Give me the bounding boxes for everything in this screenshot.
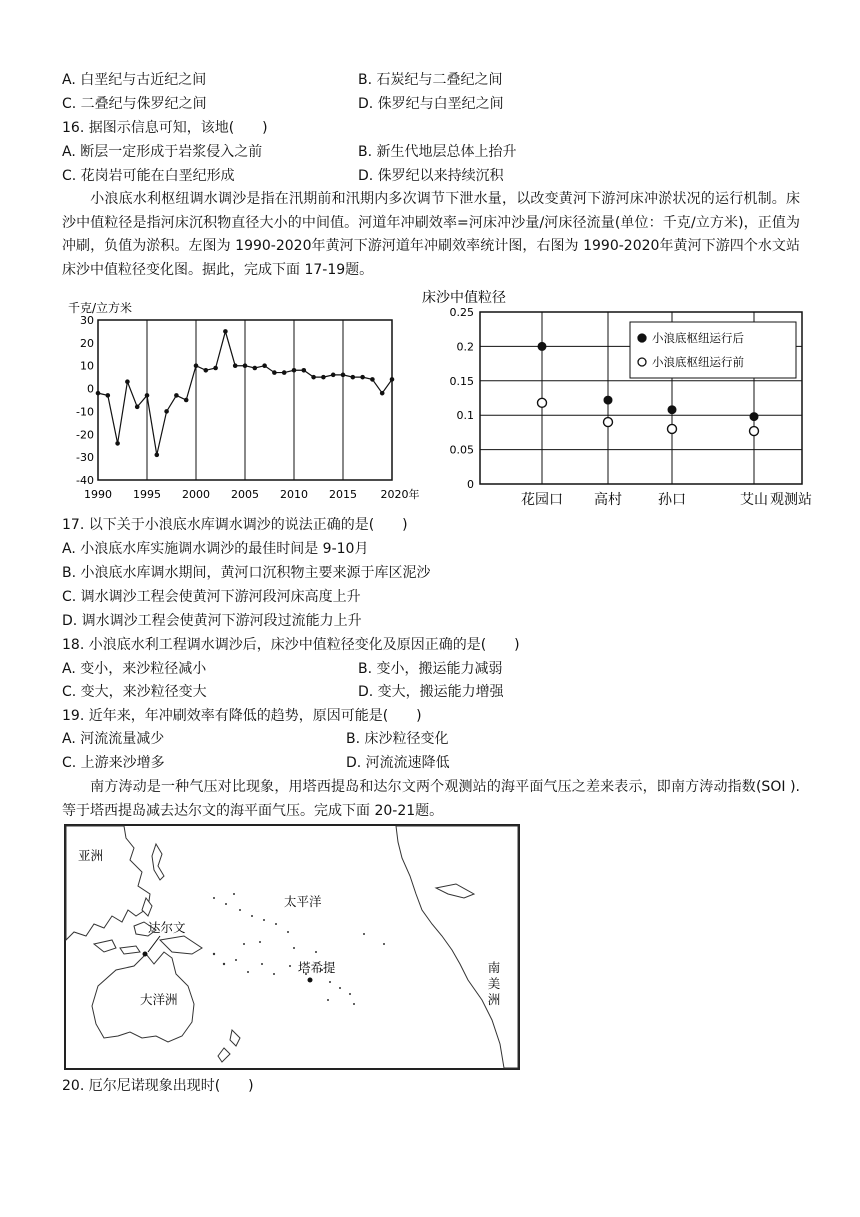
data-point: [272, 370, 277, 375]
passage-southern-oscillation: [62, 776, 800, 823]
passage-xiaolangdi: [62, 188, 800, 282]
data-point: [164, 409, 169, 414]
median-grain-size-chart: [418, 286, 818, 512]
q19-option-d: D. 河流流速降低: [346, 755, 450, 771]
y-tick-label: 0: [87, 382, 94, 396]
data-point: [370, 377, 375, 382]
data-point: [360, 375, 365, 380]
x-tick-label: 1990: [84, 488, 112, 501]
q17-option-c: C. 调水调沙工程会使黄河下游河段河床高度上升: [62, 589, 361, 605]
y-tick-label: -10: [76, 405, 94, 419]
q19-option-b: B. 床沙粒径变化: [346, 731, 449, 747]
data-point: [174, 393, 179, 398]
legend-label: 小浪底枢纽运行后: [652, 331, 744, 345]
data-point: [341, 373, 346, 378]
data-point: [213, 366, 218, 371]
q15-option-c: C. 二叠纪与侏罗纪之间: [62, 96, 207, 112]
y-axis-unit-label: 千克/立方米: [68, 301, 133, 315]
x-axis-suffix: 观测站: [770, 492, 812, 508]
data-point: [351, 375, 356, 380]
q16-option-c: C. 花岗岩可能在白垩纪形成: [62, 168, 235, 184]
legend-marker: [638, 334, 646, 342]
x-tick-label: 2010: [280, 488, 308, 501]
data-point: [321, 375, 326, 380]
passage-xiaolangdi-text: 小浪底水利枢纽调水调沙是指在汛期前和汛期内多次调节下泄水量，以改变黄河下游河床冲淤状况的运行机制。床沙中值粒径是指河床沉积物直径大小的中间值。河道年冲刷效率=河床冲沙量/河床径流量(单位：千克/立方米)，正值为冲刷，负值为淤积。左图为 1990-2020年黄河下游河道年冲刷效率统计图，右图为 1990-2020年黄河下游四个水文站床沙中值粒径变化图。据此，完成下面 17-19题。: [62, 191, 800, 278]
y-tick-label: -40: [76, 474, 94, 487]
data-point: [223, 329, 228, 334]
data-point: [668, 406, 676, 414]
y-tick-label: -30: [76, 451, 94, 465]
pacific-map: [64, 824, 520, 1070]
q18-stem: 18. 小浪底水利工程调水调沙后，床沙中值粒径变化及原因正确的是( ): [62, 637, 520, 653]
q16-option-d: D. 侏罗纪以来持续沉积: [358, 168, 504, 184]
map-label-south-america-3: 洲: [487, 992, 501, 1007]
data-point: [243, 363, 248, 368]
map-label-darwin: 达尔文: [148, 920, 186, 935]
x-category-label: 孙口: [658, 492, 686, 508]
data-point: [253, 366, 258, 371]
q15-option-b: B. 石炭纪与二叠纪之间: [358, 72, 503, 88]
data-point: [96, 391, 101, 396]
data-point: [125, 379, 130, 384]
q19-stem: 19. 近年来，年冲刷效率有降低的趋势，原因可能是( ): [62, 708, 422, 724]
data-point: [262, 363, 267, 368]
x-category-label: 高村: [594, 492, 622, 508]
data-point: [184, 398, 189, 403]
data-point: [311, 375, 316, 380]
q20-stem: 20. 厄尔尼诺现象出现时( ): [62, 1078, 254, 1094]
x-category-label: 艾山: [740, 492, 768, 508]
q16-stem: 16. 据图示信息可知，该地( ): [62, 120, 268, 136]
y-tick-label: 30: [80, 314, 94, 327]
data-point: [155, 453, 160, 458]
data-point: [750, 427, 759, 436]
data-point: [380, 391, 385, 396]
y-tick-label: 0: [467, 478, 474, 491]
x-tick-label: 2020年: [380, 488, 420, 501]
map-label-oceania: 大洋洲: [140, 992, 178, 1007]
data-point: [538, 343, 546, 351]
q18-option-d: D. 变大，搬运能力增强: [358, 684, 504, 700]
data-point: [302, 368, 307, 373]
data-point: [604, 418, 613, 427]
q18-option-c: C. 变大，来沙粒径变大: [62, 684, 207, 700]
data-point: [292, 368, 297, 373]
y-tick-label: 0.25: [449, 306, 474, 319]
data-point: [194, 363, 199, 368]
x-tick-label: 1995: [133, 488, 161, 501]
tahiti-marker: [308, 978, 313, 983]
chart-title: 床沙中值粒径: [422, 290, 506, 306]
x-category-label: 花园口: [521, 492, 563, 508]
y-tick-label: -20: [76, 428, 94, 442]
legend-label: 小浪底枢纽运行前: [652, 355, 744, 369]
map-label-south-america-2: 美: [487, 976, 501, 991]
q17-option-b: B. 小浪底水库调水期间，黄河口沉积物主要来源于库区泥沙: [62, 565, 431, 581]
legend-marker: [638, 358, 646, 366]
passage-southern-oscillation-text: 南方涛动是一种气压对比现象，用塔西提岛和达尔文两个观测站的海平面气压之差来表示，即南方涛动指数(SOI ).等于塔西提岛减去达尔文的海平面气压。完成下面 20-21题。: [62, 779, 800, 819]
q16-option-b: B. 新生代地层总体上抬升: [358, 144, 517, 160]
data-point: [390, 377, 395, 382]
data-point: [106, 393, 111, 398]
x-tick-label: 2005: [231, 488, 259, 501]
y-tick-label: 0.15: [449, 374, 474, 388]
q18-option-a: A. 变小，来沙粒径减小: [62, 661, 207, 677]
q17-option-d: D. 调水调沙工程会使黄河下游河段过流能力上升: [62, 613, 362, 629]
scour-efficiency-line-chart: [62, 296, 422, 508]
data-point: [604, 396, 612, 404]
q18-option-b: B. 变小，搬运能力减弱: [358, 661, 503, 677]
data-point: [331, 373, 336, 378]
map-label-tahiti: 塔希提: [298, 960, 336, 975]
data-point: [204, 368, 209, 373]
y-tick-label: 10: [80, 359, 94, 373]
x-tick-label: 2000: [182, 488, 210, 501]
data-point: [233, 363, 238, 368]
q16-option-a: A. 断层一定形成于岩浆侵入之前: [62, 144, 263, 160]
data-point: [668, 424, 677, 433]
map-label-south-america-1: 南: [487, 960, 501, 975]
map-label-asia: 亚洲: [78, 848, 104, 863]
map-label-pacific: 太平洋: [284, 894, 322, 909]
y-tick-label: 0.2: [456, 340, 474, 354]
data-point: [115, 441, 120, 446]
data-point: [145, 393, 150, 398]
darwin-marker: [143, 952, 148, 957]
y-tick-label: 0.1: [456, 409, 474, 423]
y-tick-label: 0.05: [449, 443, 474, 457]
q17-option-a: A. 小浪底水库实施调水调沙的最佳时间是 9-10月: [62, 541, 369, 557]
q19-option-a: A. 河流流量减少: [62, 731, 165, 747]
q17-stem: 17. 以下关于小浪底水库调水调沙的说法正确的是( ): [62, 517, 408, 533]
data-point: [135, 405, 140, 410]
q15-option-d: D. 侏罗纪与白垩纪之间: [358, 96, 504, 112]
x-tick-label: 2015: [329, 488, 357, 501]
q19-option-c: C. 上游来沙增多: [62, 755, 165, 771]
data-point: [538, 398, 547, 407]
data-point: [282, 370, 287, 375]
y-tick-label: 20: [80, 336, 94, 350]
data-point: [750, 413, 758, 421]
q15-option-a: A. 白垩纪与古近纪之间: [62, 72, 207, 88]
